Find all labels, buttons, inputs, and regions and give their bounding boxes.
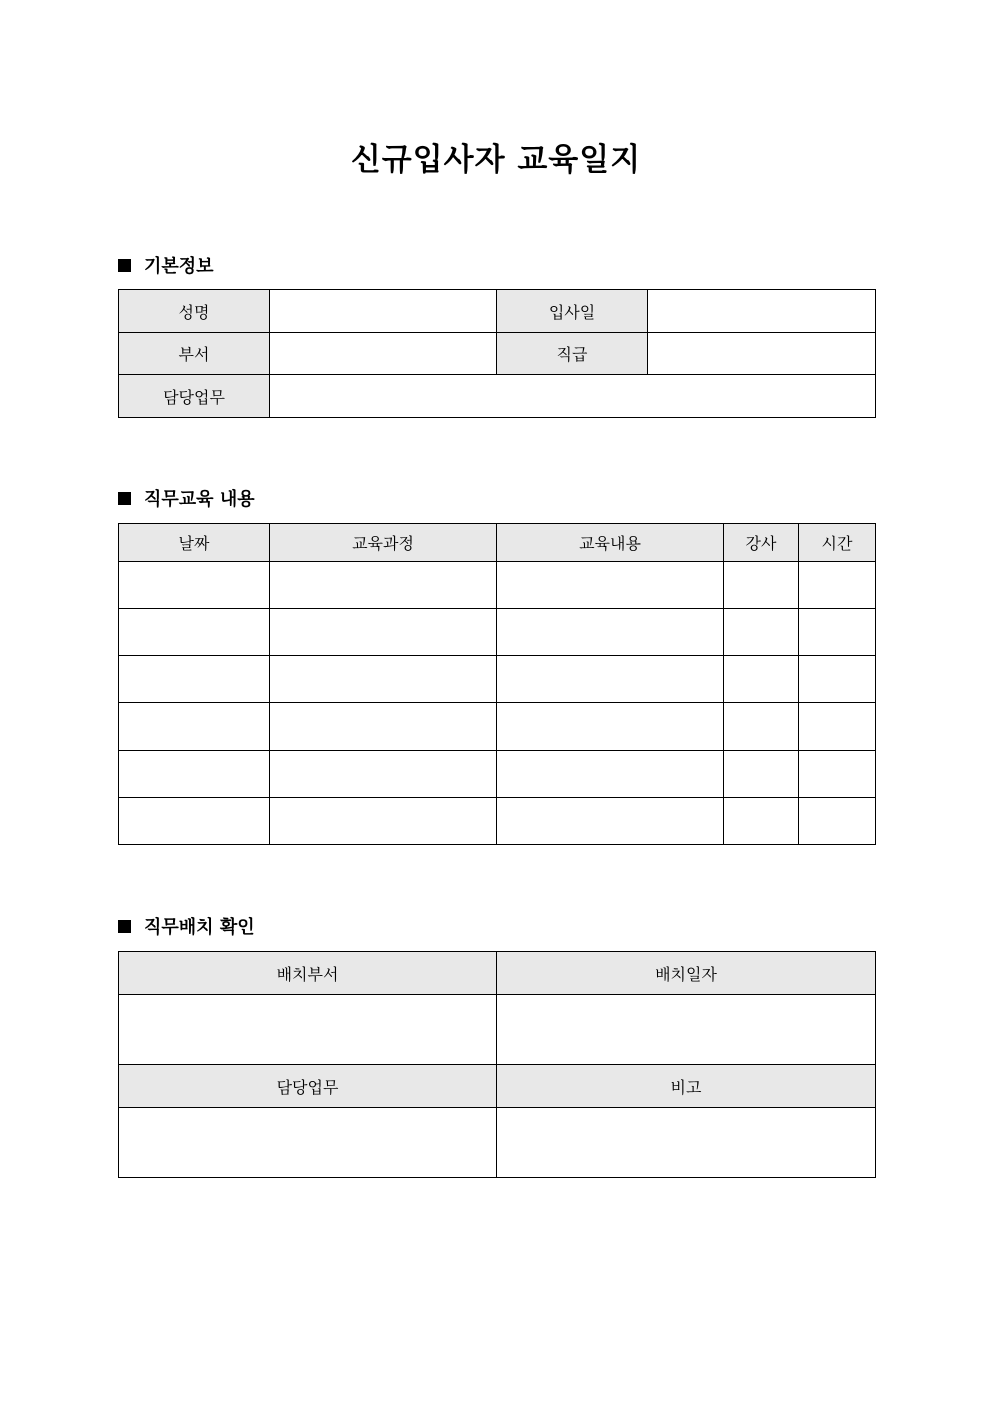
square-bullet-icon <box>118 259 131 272</box>
date-cell[interactable] <box>119 798 270 845</box>
instructor-cell[interactable] <box>724 703 799 751</box>
placement-table <box>118 951 876 1178</box>
instructor-cell[interactable] <box>724 751 799 798</box>
column-header-hours: 시간 <box>799 524 876 562</box>
name-field[interactable] <box>270 290 497 333</box>
course-cell[interactable] <box>270 703 497 751</box>
course-cell[interactable] <box>270 751 497 798</box>
training-table <box>118 523 876 845</box>
content-cell[interactable] <box>497 562 724 609</box>
course-cell[interactable] <box>270 609 497 656</box>
date-cell[interactable] <box>119 562 270 609</box>
column-header-content: 교육내용 <box>497 524 724 562</box>
position-field[interactable] <box>648 333 876 375</box>
section-heading-basic <box>118 253 214 277</box>
basic-info-row-1 <box>119 290 876 333</box>
table-row <box>119 609 876 656</box>
column-header-course: 교육과정 <box>270 524 497 562</box>
page-title: 신규입사자 교육일지 <box>350 142 642 178</box>
placement-remarks-field[interactable] <box>497 1108 876 1178</box>
basic-info-row-3 <box>119 375 876 418</box>
hire-date-label: 입사일 <box>497 290 648 333</box>
hire-date-field[interactable] <box>648 290 876 333</box>
table-row <box>119 798 876 845</box>
placement-header-row-1 <box>119 952 876 995</box>
placement-date-label: 배치일자 <box>497 952 876 995</box>
content-cell[interactable] <box>497 609 724 656</box>
hours-cell[interactable] <box>799 656 876 703</box>
content-cell[interactable] <box>497 798 724 845</box>
square-bullet-icon <box>118 920 131 933</box>
placement-date-field[interactable] <box>497 995 876 1065</box>
course-cell[interactable] <box>270 656 497 703</box>
instructor-cell[interactable] <box>724 609 799 656</box>
table-row <box>119 562 876 609</box>
placement-header-row-2 <box>119 1065 876 1108</box>
instructor-cell[interactable] <box>724 656 799 703</box>
date-cell[interactable] <box>119 751 270 798</box>
duty-label: 담당업무 <box>119 375 270 418</box>
basic-info-table <box>118 289 876 418</box>
column-header-date: 날짜 <box>119 524 270 562</box>
instructor-cell[interactable] <box>724 798 799 845</box>
content-cell[interactable] <box>497 656 724 703</box>
content-cell[interactable] <box>497 703 724 751</box>
hours-cell[interactable] <box>799 798 876 845</box>
table-row <box>119 656 876 703</box>
square-bullet-icon <box>118 492 131 505</box>
position-label: 직급 <box>497 333 648 375</box>
department-label: 부서 <box>119 333 270 375</box>
name-label: 성명 <box>119 290 270 333</box>
placement-duty-field[interactable] <box>119 1108 497 1178</box>
date-cell[interactable] <box>119 656 270 703</box>
placement-dept-field[interactable] <box>119 995 497 1065</box>
section-heading-training-label: 직무교육 내용 <box>144 489 255 510</box>
course-cell[interactable] <box>270 798 497 845</box>
placement-duty-label: 담당업무 <box>119 1065 497 1108</box>
table-row <box>119 751 876 798</box>
department-field[interactable] <box>270 333 497 375</box>
hours-cell[interactable] <box>799 562 876 609</box>
placement-value-row-2 <box>119 1108 876 1178</box>
content-cell[interactable] <box>497 751 724 798</box>
placement-remarks-label: 비고 <box>497 1065 876 1108</box>
date-cell[interactable] <box>119 609 270 656</box>
hours-cell[interactable] <box>799 703 876 751</box>
table-row <box>119 703 876 751</box>
hours-cell[interactable] <box>799 751 876 798</box>
hours-cell[interactable] <box>799 609 876 656</box>
placement-dept-label: 배치부서 <box>119 952 497 995</box>
duty-field[interactable] <box>270 375 876 418</box>
instructor-cell[interactable] <box>724 562 799 609</box>
course-cell[interactable] <box>270 562 497 609</box>
placement-value-row-1 <box>119 995 876 1065</box>
date-cell[interactable] <box>119 703 270 751</box>
section-heading-basic-label: 기본정보 <box>144 256 214 277</box>
basic-info-row-2 <box>119 333 876 375</box>
training-header-row <box>119 524 876 562</box>
section-heading-placement-label: 직무배치 확인 <box>144 917 255 938</box>
column-header-instructor: 강사 <box>724 524 799 562</box>
section-heading-placement <box>118 914 255 938</box>
section-heading-training <box>118 486 255 510</box>
